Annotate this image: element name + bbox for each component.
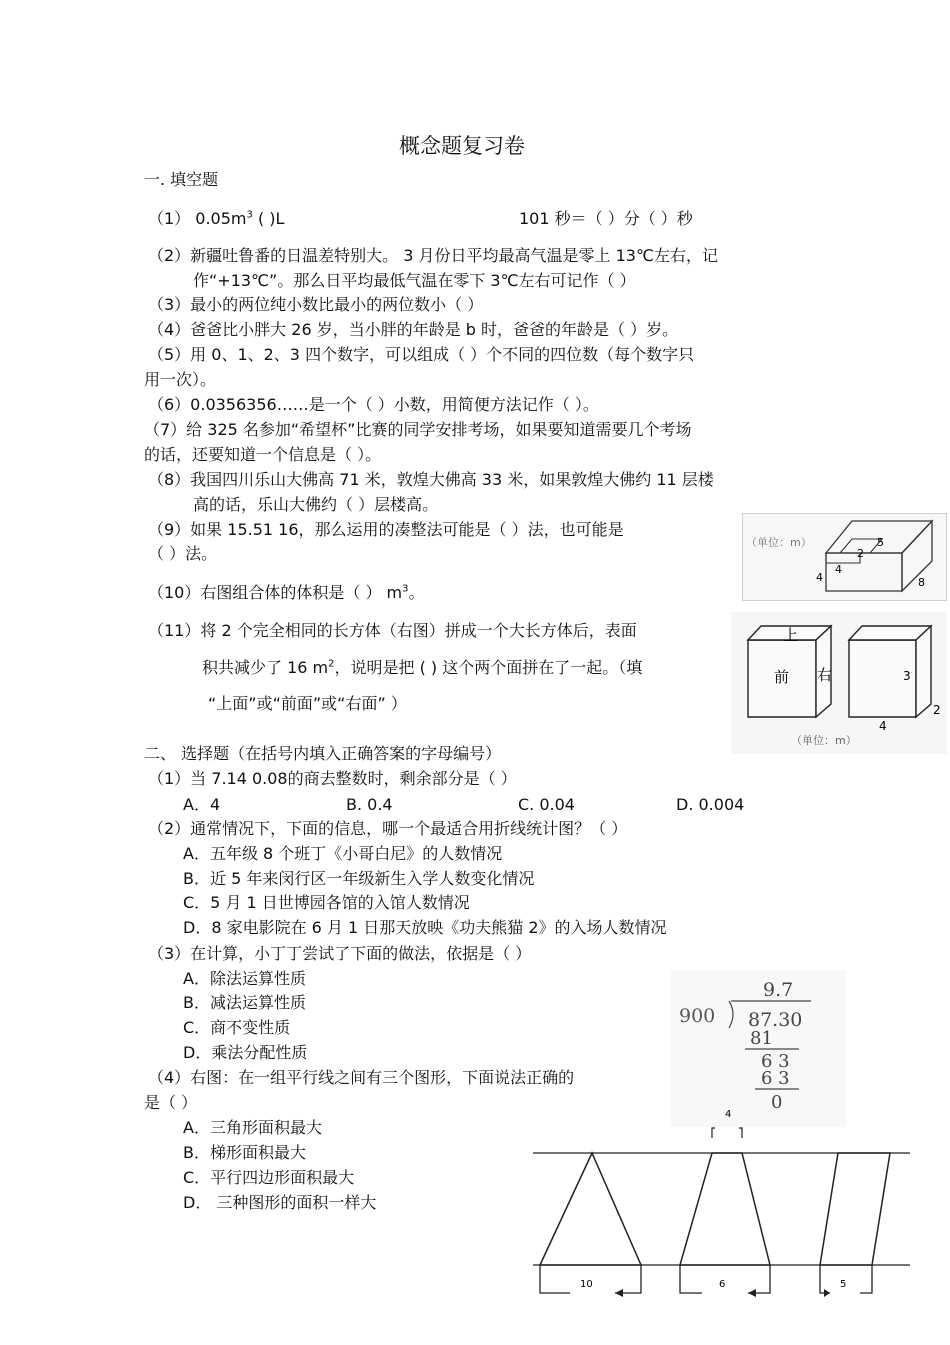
q10-exponent: 3 [402,583,409,595]
figure-two-cuboids [731,612,947,754]
question-1-10 [148,582,425,604]
q2-4-option-c: C．平行四边形面积最大 [183,1168,355,1187]
q2-3-option-b: B．减法运算性质 [183,993,306,1012]
division-step-3: 6 3 [761,1068,790,1089]
question-2-3: （3）在计算，小丁丁尝试了下面的做法，依据是（ ） [148,944,532,963]
question-1-2-line2: 作“+13℃”。那么日平均最低气温在零下 3℃左右可记作（ ） [193,271,636,290]
section2-heading: 二、 选择题（在括号内填入正确答案的字母编号） [144,744,502,763]
parallel-bottom-label-10: 10 [580,1279,593,1290]
fig11-label-4: 4 [879,719,887,733]
parallel-top-label: 4 [725,1109,732,1120]
q11-text-a: 积共减少了 16 m [202,658,329,677]
q2-4-option-a: A．三角形面积最大 [183,1118,322,1137]
q2-3-option-a: A．除法运算性质 [183,969,306,988]
fig11-label-2: 2 [933,703,941,717]
q2-3-option-c: C．商不变性质 [183,1018,291,1037]
question-2-4-line1: （4）右图：在一组平行线之间有三个图形，下面说法正确的 [148,1068,575,1087]
division-dividend: 87.30 [748,1009,803,1031]
fig10-label-8: 8 [918,576,925,589]
question-1-11-line1: （11）将 2 个完全相同的长方体（右图）拼成一个大长方体后，表面 [148,621,637,640]
q1-tail: ( )L [252,209,285,228]
question-1-9-line2: （ ）法。 [148,544,218,563]
question-1-4: （4）爸爸比小胖大 26 岁，当小胖的年龄是 b 时，爸爸的年龄是（ ）岁。 [148,320,679,339]
q11-text-b: ，说明是把 ( ) 这个两个面拼在了一起。（填 [334,658,643,677]
parallel-bottom-label-6: 6 [719,1279,726,1290]
q2-2-option-d: D．8 家电影院在 6 月 1 日那天放映《功夫熊猫 2》的入场人数情况 [183,918,667,937]
question-1-6: （6）0.0356356……是一个（ ）小数，用简便方法记作（ ）。 [148,395,599,414]
question-1-1-right: 101 秒＝（ ）分（ ）秒 [519,209,693,228]
question-1-11-line3: “上面”或“前面”或“右面” ） [208,694,407,713]
figure-composite-solid [742,513,947,601]
q2-2-option-a: A．五年级 8 个班丁《小哥白尼》的人数情况 [183,844,503,863]
q1-text: （1） 0.05m [148,209,247,228]
question-1-5-line1: （5）用 0、1、2、3 四个数字，可以组成（ ）个不同的四位数（每个数字只 [148,345,695,364]
fig11-face-right: 右 [817,666,833,684]
fig11-label-3: 3 [903,669,911,683]
q2-4-option-b: B．梯形面积最大 [183,1143,306,1162]
figure-parallel-shapes [530,1100,915,1305]
question-1-8-line2: 高的话，乐山大佛约（ ）层楼高。 [193,495,439,514]
question-1-11-line2 [202,657,642,679]
division-step-2: 6 3 [761,1051,790,1072]
fig10-label-4b: 4 [816,571,823,584]
question-2-4-line2: 是（ ） [144,1093,198,1112]
question-1-7-line1: （7）给 325 名参加“希望杯”比赛的同学安排考场，如果要知道需要几个考场 [144,420,692,439]
fig10-label-4a: 4 [835,563,842,576]
q1-exponent: 3 [246,209,253,221]
parallel-bottom-label-5: 5 [840,1279,847,1290]
q2-1-option-a: A．4 [183,795,221,814]
q10-text: （10）右图组合体的体积是（ ） m [148,583,403,602]
question-2-1: （1）当 7.14 0.08的商去整数时，剩余部分是（ ） [148,769,517,788]
fig11-face-top: 上 [783,626,799,644]
q10-tail: 。 [408,583,425,602]
q2-2-option-c: C．5 月 1 日世博园各馆的入馆人数情况 [183,893,470,912]
section1-heading: 一. 填空题 [144,170,219,189]
fig10-label-5: 5 [877,536,884,549]
question-1-8-line1: （8）我国四川乐山大佛高 71 米，敦煌大佛高 33 米，如果敦煌大佛约 11 层楼 [148,470,714,489]
q2-4-option-d: D． 三种图形的面积一样大 [183,1193,377,1212]
question-1-9-line1: （9）如果 15.51 16，那么运用的凑整法可能是（ ）法，也可能是 [148,520,624,539]
division-step-1: 81 [750,1028,773,1049]
question-1-5-line2: 用一次）。 [144,370,217,389]
fig10-label-2: 2 [857,547,864,560]
question-1-3: （3）最小的两位纯小数比最小的两位数小（ ） [148,295,484,314]
page-title: 概念题复习卷 [399,134,525,158]
fig11-unit: （单位：m） [791,734,857,747]
fig11-face-front: 前 [774,668,790,686]
question-1-7-line2: 的话，还要知道一个信息是（ ）。 [144,445,382,464]
q2-2-option-b: B．近 5 年来闵行区一年级新生入学人数变化情况 [183,869,535,888]
division-remainder: 0 [771,1092,783,1113]
question-2-2: （2）通常情况下，下面的信息，哪一个最适合用折线统计图？（ ） [148,819,628,838]
question-1-2-line1: （2）新疆吐鲁番的日温差特别大。 3 月份日平均最高气温是零上 13℃左右，记 [148,246,718,265]
division-quotient: 9.7 [763,979,794,1001]
question-1-1 [148,208,284,230]
fig10-unit: （单位：m） [746,536,812,549]
q2-1-option-b: B. 0.4 [346,795,393,814]
division-divisor: 900 [679,1005,716,1027]
q2-3-option-d: D．乘法分配性质 [183,1043,308,1062]
q11-exponent: 2 [328,658,335,670]
q2-1-option-c: C. 0.04 [518,795,575,814]
q2-1-option-d: D. 0.004 [676,795,745,814]
